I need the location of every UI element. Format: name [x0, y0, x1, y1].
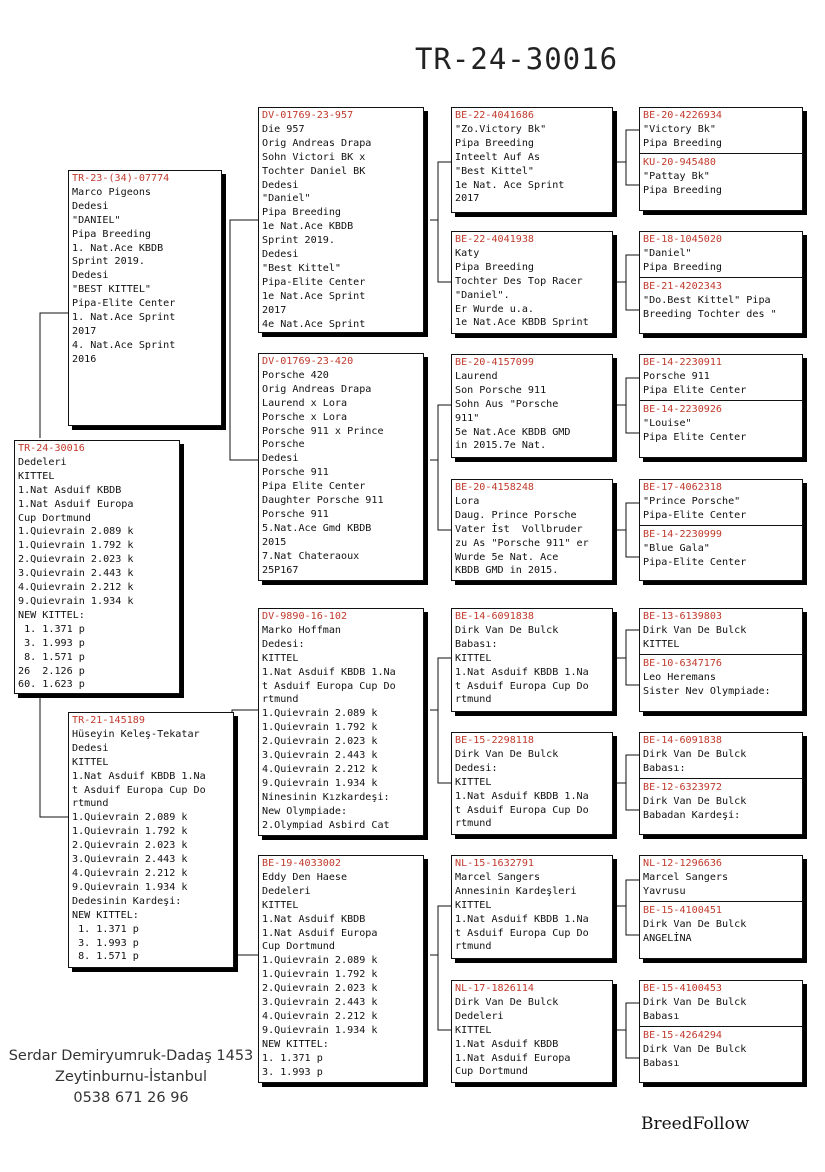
- ring-number: DV-01769-23-957: [262, 110, 354, 121]
- pedigree-text-line: 2016: [72, 353, 97, 365]
- pedigree-text-line: 1. Nat.Ace Sprint: [72, 312, 176, 324]
- pedigree-text-line: KITTEL: [455, 652, 492, 664]
- pedigree-text-line: Dedesi: [262, 179, 299, 191]
- ring-number: BE-19-4033002: [262, 858, 342, 869]
- pedigree-text-line: KBDB GMD in 2015.: [455, 565, 559, 577]
- ring-number: BE-20-4226934: [643, 110, 723, 121]
- pedigree-text-line: in 2015.7e Nat.: [455, 440, 547, 452]
- pedigree-text-line: KITTEL: [455, 776, 492, 788]
- pedigree-text-line: Pipa Elite Center: [643, 431, 747, 443]
- pair-divider: [640, 400, 802, 401]
- pedigree-text-line: 5e Nat.Ace KBDB GMD: [455, 426, 571, 438]
- pedigree-text-line: Babası:: [455, 638, 498, 650]
- pedigree-text-line: Daug. Prince Porsche: [455, 509, 577, 521]
- ring-number: NL-12-1296636: [643, 858, 723, 869]
- pedigree-text-line: 1.Quievrain 1.792 k: [72, 826, 188, 838]
- great-grandparent-card-6: [451, 732, 613, 835]
- pedigree-text-line: 4.Quievrain 2.212 k: [262, 1010, 378, 1022]
- pedigree-text-line: Sohn Victori BK x: [262, 151, 366, 163]
- pedigree-text-line: 2.Quievrain 2.023 k: [72, 840, 188, 852]
- pedigree-text-line: "Victory Bk": [643, 123, 716, 135]
- ring-number: TR-23-(34)-07774: [72, 173, 170, 184]
- pedigree-text-line: Pipa Elite Center: [262, 481, 366, 493]
- pedigree-text-line: 4.Quievrain 2.212 k: [262, 763, 378, 775]
- pedigree-text-line: Dirk Van De Bulck: [455, 996, 559, 1008]
- ring-number: BE-14-2230926: [643, 403, 723, 415]
- ring-number: BE-22-4041938: [455, 234, 535, 245]
- pedigree-text-line: Dedesi:: [455, 762, 498, 774]
- pedigree-text-line: Breeding Tochter des ": [643, 308, 777, 320]
- ring-number: BE-14-6091838: [455, 611, 535, 622]
- ancestor-entry: [643, 781, 799, 823]
- ggg-pair-1: [639, 107, 803, 211]
- ggg-pair-4: [639, 479, 803, 581]
- pedigree-text-line: 1.Nat Asduif Europa: [262, 927, 378, 939]
- pedigree-text-line: 2017: [72, 325, 97, 337]
- ring-number: BE-21-4202343: [643, 280, 723, 292]
- pedigree-text-line: 3. 1.993 p: [262, 1066, 323, 1078]
- grandparent-card-4: [258, 855, 424, 1083]
- pedigree-text-line: 3.Quievrain 2.443 k: [72, 854, 188, 866]
- ring-number: BE-15-2298118: [455, 735, 535, 746]
- pedigree-text-line: 1.Quievrain 2.089 k: [18, 526, 134, 538]
- pedigree-text-line: 1. Nat.Ace KBDB: [72, 242, 164, 254]
- pedigree-text-line: Dedeleri: [455, 1010, 504, 1022]
- pedigree-text-line: 1.Nat Asduif KBDB: [455, 1038, 559, 1050]
- pedigree-text-line: "BEST KITTEL": [72, 284, 152, 296]
- pedigree-text-line: 2.Quievrain 2.023 k: [18, 554, 134, 566]
- pedigree-text-line: Dirk Van De Bulck: [643, 624, 747, 636]
- ring-number: BE-22-4041686: [455, 110, 535, 121]
- pedigree-text-line: Porsche 911: [262, 508, 329, 520]
- great-grandparent-card-3: [451, 354, 613, 458]
- pedigree-text-line: "Prince Porsche": [643, 495, 741, 507]
- pedigree-text-line: Dedesi: [72, 200, 109, 212]
- pedigree-text-line: 1. 1.371 p: [18, 623, 85, 635]
- pedigree-text-line: 25P167: [262, 564, 299, 576]
- ancestor-entry: [643, 233, 799, 275]
- pair-divider: [640, 901, 802, 902]
- pedigree-text-line: Yavrusu: [643, 885, 686, 897]
- pedigree-text-line: KITTEL: [72, 756, 109, 768]
- pedigree-text-line: KITTEL: [455, 1024, 492, 1036]
- pedigree-text-line: 1.Quievrain 2.089 k: [262, 955, 378, 967]
- pedigree-text-line: 3. 1.993 p: [18, 637, 85, 649]
- pedigree-text-line: 4. Nat.Ace Sprint: [72, 339, 176, 351]
- pedigree-text-line: 1e Nat. Ace Sprint: [455, 179, 565, 191]
- pedigree-text-line: KITTEL: [262, 652, 299, 664]
- pedigree-text-line: Porsche x Lora: [262, 411, 348, 423]
- pedigree-text-line: "Blue Gala": [643, 542, 710, 554]
- pedigree-text-line: Er Wurde u.a.: [455, 303, 535, 315]
- breeder-contact: [0, 1046, 262, 1109]
- pedigree-text-line: Cup Dortmund: [18, 512, 91, 524]
- ancestor-entry: [643, 610, 799, 652]
- ring-number: NL-15-1632791: [455, 858, 535, 869]
- pedigree-text-line: Dirk Van De Bulck: [643, 1043, 747, 1055]
- pedigree-text-line: Wurde 5e Nat. Ace: [455, 551, 559, 563]
- pedigree-text-line: Dedesi: [72, 270, 109, 282]
- pedigree-text-line: Dedesinin Kardeşi:: [72, 895, 182, 907]
- pedigree-text-line: 2015: [262, 536, 287, 548]
- pedigree-text-line: 7.Nat Chateraoux: [262, 550, 360, 562]
- great-grandparent-card-4: [451, 479, 613, 581]
- pedigree-text-line: Porsche 911 x Prince: [262, 425, 384, 437]
- pedigree-text-line: Dirk Van De Bulck: [643, 996, 747, 1008]
- pedigree-text-line: "Best Kittel": [455, 165, 535, 177]
- pedigree-text-line: t Asduif Europa Cup Do: [72, 784, 206, 796]
- pedigree-text-line: Marcel Sangers: [643, 871, 729, 883]
- pedigree-text-line: 4.Quievrain 2.212 k: [72, 867, 188, 879]
- ring-number: NL-17-1826114: [455, 983, 535, 994]
- pedigree-text-line: Porsche 911: [262, 467, 329, 479]
- pedigree-text-line: 9.Quievrain 1.934 k: [18, 595, 134, 607]
- dam-card: [68, 712, 234, 968]
- pedigree-text-line: Vater İst Vollbruder: [455, 523, 583, 535]
- pedigree-text-line: 1.Quievrain 2.089 k: [262, 708, 378, 720]
- pedigree-text-line: rtmund: [455, 818, 492, 830]
- pedigree-text-line: Dirk Van De Bulck: [455, 624, 559, 636]
- ring-number: BE-15-4100453: [643, 983, 723, 994]
- pedigree-text-line: Babası: [643, 1057, 680, 1069]
- pedigree-text-line: "Daniel": [643, 247, 692, 259]
- ring-number: BE-14-2230911: [643, 357, 723, 368]
- pedigree-text-line: Pipa-Elite Center: [643, 556, 747, 568]
- pair-divider: [640, 778, 802, 779]
- pedigree-text-line: zu As "Porsche 911" er: [455, 537, 589, 549]
- pedigree-text-line: Daughter Porsche 911: [262, 495, 384, 507]
- great-grandparent-card-1: [451, 107, 613, 213]
- pedigree-text-line: t Asduif Europa Cup Do: [455, 927, 589, 939]
- pedigree-text-line: Dedesi: [262, 453, 299, 465]
- pedigree-text-line: 60. 1.623 p: [18, 679, 85, 691]
- great-grandparent-card-2: [451, 231, 613, 334]
- grandparent-card-1: [258, 107, 424, 333]
- ring-number: BE-18-1045020: [643, 234, 723, 245]
- pedigree-text-line: Porsche 911: [643, 370, 710, 382]
- pedigree-text-line: t Asduif Europa Cup Do: [455, 680, 589, 692]
- page-title: TR-24-30016: [415, 42, 619, 76]
- pedigree-text-line: Dedeleri: [262, 885, 311, 897]
- pedigree-text-line: NEW KITTEL:: [262, 1038, 329, 1050]
- pedigree-text-line: 1.Quievrain 1.792 k: [262, 969, 378, 981]
- ancestor-entry: [643, 734, 799, 776]
- ancestor-entry: [643, 657, 799, 699]
- pair-divider: [640, 654, 802, 655]
- pedigree-text-line: Dirk Van De Bulck: [643, 918, 747, 930]
- breeder-phone: 0538 671 26 96: [73, 1090, 189, 1106]
- pedigree-text-line: "Daniel": [262, 193, 311, 205]
- ggg-pair-7: [639, 855, 803, 959]
- pedigree-text-line: Dedeleri: [18, 456, 67, 468]
- pedigree-text-line: Dirk Van De Bulck: [455, 748, 559, 760]
- pedigree-text-line: KITTEL: [455, 899, 492, 911]
- pedigree-text-line: KITTEL: [262, 899, 299, 911]
- sire-card: [68, 170, 222, 426]
- ring-number: BE-15-4100451: [643, 904, 723, 916]
- ring-number: BE-10-6347176: [643, 657, 723, 669]
- ring-number: DV-01769-23-420: [262, 356, 354, 367]
- pedigree-text-line: 1. 1.371 p: [262, 1052, 323, 1064]
- ancestor-entry: [643, 982, 799, 1024]
- pedigree-text-line: 1.Nat Asduif KBDB 1.Na: [455, 913, 589, 925]
- ring-number: BE-20-4157099: [455, 357, 535, 368]
- pedigree-text-line: 2.Olympiad Asbird Cat: [262, 819, 390, 831]
- pedigree-text-line: 1.Nat Asduif KBDB 1.Na: [72, 770, 206, 782]
- grandparent-card-2: [258, 353, 424, 581]
- pedigree-text-line: 3.Quievrain 2.443 k: [262, 997, 378, 1009]
- pedigree-text-line: t Asduif Europa Cup Do: [455, 804, 589, 816]
- pedigree-text-line: Sprint 2019.: [262, 235, 335, 247]
- pedigree-text-line: 1.Quievrain 1.792 k: [18, 540, 134, 552]
- pedigree-text-line: 1e Nat.Ace KBDB: [262, 221, 354, 233]
- pedigree-text-line: 9.Quievrain 1.934 k: [262, 777, 378, 789]
- great-grandparent-card-8: [451, 980, 613, 1083]
- pair-divider: [640, 153, 802, 154]
- pedigree-text-line: Babadan Kardeşi:: [643, 809, 741, 821]
- pedigree-text-line: Pipa Breeding: [455, 137, 535, 149]
- pedigree-text-line: Pipa Breeding: [72, 228, 152, 240]
- grandparent-card-3: [258, 608, 424, 836]
- pair-divider: [640, 1026, 802, 1027]
- pedigree-text-line: Sister Nev Olympiade:: [643, 685, 771, 697]
- pedigree-text-line: rtmund: [72, 798, 109, 810]
- ancestor-entry: [643, 857, 799, 899]
- pedigree-text-line: Marko Hoffman: [262, 624, 342, 636]
- pedigree-text-line: 9.Quievrain 1.934 k: [262, 1024, 378, 1036]
- pedigree-text-line: Pipa Breeding: [643, 261, 723, 273]
- pedigree-text-line: "Daniel".: [455, 289, 510, 301]
- pedigree-text-line: Inteelt Auf As: [455, 151, 541, 163]
- pedigree-text-line: "Zo.Victory Bk": [455, 123, 547, 135]
- pedigree-text-line: 2.Quievrain 2.023 k: [262, 736, 378, 748]
- pedigree-text-line: Lora: [455, 495, 480, 507]
- pedigree-text-line: Cup Dortmund: [262, 941, 335, 953]
- pedigree-text-line: KITTEL: [643, 638, 680, 650]
- ring-number: BE-12-6323972: [643, 781, 723, 793]
- pedigree-text-line: Marco Pigeons: [72, 186, 152, 198]
- pedigree-text-line: 8. 1.571 p: [72, 951, 139, 963]
- pedigree-text-line: KITTEL: [18, 470, 55, 482]
- pedigree-text-line: Sohn Aus "Porsche: [455, 398, 559, 410]
- pedigree-text-line: Dirk Van De Bulck: [643, 748, 747, 760]
- pedigree-text-line: 1e Nat.Ace Sprint: [262, 290, 366, 302]
- pedigree-text-line: Pipa-Elite Center: [643, 509, 747, 521]
- pedigree-text-line: Eddy Den Haese: [262, 871, 348, 883]
- pedigree-text-line: Pipa-Elite Center: [72, 298, 176, 310]
- pedigree-text-line: 1.Nat Asduif KBDB: [18, 484, 122, 496]
- ring-number: TR-24-30016: [18, 443, 85, 454]
- ancestor-entry: [643, 904, 799, 946]
- great-grandparent-card-7: [451, 855, 613, 959]
- pedigree-text-line: 26 2.126 p: [18, 665, 85, 677]
- pedigree-text-line: Marcel Sangers: [455, 871, 541, 883]
- pedigree-text-line: 2017: [455, 193, 480, 205]
- pedigree-text-line: Pipa Breeding: [262, 207, 342, 219]
- brand-logo-text: BreedFollow: [641, 1114, 750, 1134]
- pedigree-text-line: Sprint 2019.: [72, 256, 145, 268]
- pedigree-text-line: 5.Nat.Ace Gmd KBDB: [262, 522, 372, 534]
- ggg-pair-8: [639, 980, 803, 1083]
- ring-number: TR-21-145189: [72, 715, 145, 726]
- pedigree-text-line: 3. 1.993 p: [72, 937, 139, 949]
- pedigree-text-line: "Best Kittel": [262, 262, 342, 274]
- pedigree-text-line: Pipa Elite Center: [643, 384, 747, 396]
- pedigree-text-line: Orig Andreas Drapa: [262, 137, 372, 149]
- pedigree-text-line: 1.Nat Asduif KBDB 1.Na: [455, 790, 589, 802]
- pedigree-text-line: Porsche 420: [262, 369, 329, 381]
- ggg-pair-2: [639, 231, 803, 334]
- pedigree-text-line: "Do.Best Kittel" Pipa: [643, 294, 771, 306]
- pedigree-text-line: 1.Quievrain 1.792 k: [262, 722, 378, 734]
- ggg-pair-5: [639, 608, 803, 712]
- ancestor-entry: [643, 156, 799, 198]
- pedigree-text-line: Laurend x Lora: [262, 397, 348, 409]
- pedigree-text-line: Porsche: [262, 439, 305, 451]
- pair-divider: [640, 277, 802, 278]
- pedigree-text-line: 1.Nat Asduif KBDB: [262, 913, 366, 925]
- pedigree-text-line: "DANIEL": [72, 214, 121, 226]
- pedigree-text-line: rtmund: [455, 941, 492, 953]
- ring-number: DV-9890-16-102: [262, 611, 348, 622]
- ring-number: BE-20-4158248: [455, 482, 535, 493]
- pedigree-text-line: 911": [455, 412, 480, 424]
- ancestor-entry: [643, 356, 799, 398]
- pedigree-text-line: Katy: [455, 247, 480, 259]
- pedigree-text-line: 4.Quievrain 2.212 k: [18, 582, 134, 594]
- pedigree-text-line: Tochter Daniel BK: [262, 165, 366, 177]
- pedigree-text-line: ANGELİNA: [643, 932, 692, 944]
- pedigree-text-line: Hüseyin Keleş-Tekatar: [72, 728, 200, 740]
- ancestor-entry: [643, 280, 799, 322]
- pedigree-text-line: Ninesinin Kızkardeşi:: [262, 791, 390, 803]
- pedigree-text-line: Son Porsche 911: [455, 384, 547, 396]
- pedigree-text-line: 1.Nat Asduif Europa: [18, 498, 134, 510]
- pedigree-text-line: 8. 1.571 p: [18, 651, 85, 663]
- breeder-city: Zeytinburnu-İstanbul: [54, 1069, 208, 1085]
- pedigree-text-line: 4e Nat.Ace Sprint: [262, 318, 366, 330]
- ancestor-entry: [643, 1029, 799, 1071]
- pedigree-text-line: 1.Nat Asduif Europa: [455, 1052, 571, 1064]
- pedigree-text-line: 9.Quievrain 1.934 k: [72, 881, 188, 893]
- pedigree-text-line: Pipa Breeding: [643, 137, 723, 149]
- pedigree-text-line: 1.Quievrain 2.089 k: [72, 812, 188, 824]
- ancestor-entry: [643, 481, 799, 523]
- pedigree-text-line: 1e Nat.Ace KBDB Sprint: [455, 317, 589, 329]
- pedigree-text-line: Dirk Van De Bulck: [643, 795, 747, 807]
- pedigree-text-line: Babası: [643, 1010, 680, 1022]
- pedigree-text-line: "Pattay Bk": [643, 170, 710, 182]
- ggg-pair-6: [639, 732, 803, 835]
- pedigree-text-line: 2.Quievrain 2.023 k: [262, 983, 378, 995]
- ancestor-entry: [643, 109, 799, 151]
- pedigree-text-line: Pipa-Elite Center: [262, 276, 366, 288]
- ring-number: BE-15-4264294: [643, 1029, 723, 1041]
- pedigree-text-line: 3.Quievrain 2.443 k: [18, 568, 134, 580]
- pedigree-text-line: Leo Heremans: [643, 671, 716, 683]
- ring-number: KU-20-945480: [643, 156, 716, 168]
- pedigree-text-line: Babası:: [643, 762, 686, 774]
- pedigree-text-line: rtmund: [262, 694, 299, 706]
- pedigree-text-line: 2017: [262, 304, 287, 316]
- ggg-pair-3: [639, 354, 803, 458]
- ancestor-entry: [643, 528, 799, 570]
- ring-number: BE-14-2230999: [643, 528, 723, 540]
- pedigree-text-line: rtmund: [455, 694, 492, 706]
- pedigree-text-line: 1.Nat Asduif KBDB 1.Na: [262, 666, 396, 678]
- ring-number: BE-17-4062318: [643, 482, 723, 493]
- pair-divider: [640, 525, 802, 526]
- pedigree-text-line: 3.Quievrain 2.443 k: [262, 750, 378, 762]
- great-grandparent-card-5: [451, 608, 613, 712]
- pedigree-text-line: Pipa Breeding: [455, 261, 535, 273]
- pedigree-text-line: Die 957: [262, 123, 305, 135]
- breeder-name: Serdar Demiryumruk-Dadaş 1453: [8, 1048, 254, 1064]
- pedigree-text-line: Pipa Breeding: [643, 184, 723, 196]
- pedigree-text-line: 1.Nat Asduif KBDB 1.Na: [455, 666, 589, 678]
- ancestor-entry: [643, 403, 799, 445]
- pedigree-text-line: NEW KITTEL:: [18, 609, 85, 621]
- pedigree-text-line: Annesinin Kardeşleri: [455, 885, 577, 897]
- pedigree-text-line: Dedesi: [262, 249, 299, 261]
- ring-number: BE-14-6091838: [643, 735, 723, 746]
- pedigree-text-line: NEW KITTEL:: [72, 909, 139, 921]
- pedigree-text-line: Cup Dortmund: [455, 1066, 528, 1078]
- pedigree-text-line: Dedesi:: [262, 638, 305, 650]
- pedigree-text-line: Orig Andreas Drapa: [262, 383, 372, 395]
- pedigree-text-line: 1. 1.371 p: [72, 923, 139, 935]
- pedigree-text-line: Dedesi: [72, 742, 109, 754]
- ring-number: BE-13-6139803: [643, 611, 723, 622]
- pedigree-text-line: New Olympiade:: [262, 805, 348, 817]
- pedigree-text-line: Tochter Des Top Racer: [455, 275, 583, 287]
- pedigree-text-line: Laurend: [455, 370, 498, 382]
- subject-bird-card: [14, 440, 180, 694]
- pedigree-text-line: "Louise": [643, 417, 692, 429]
- pedigree-text-line: t Asduif Europa Cup Do: [262, 680, 396, 692]
